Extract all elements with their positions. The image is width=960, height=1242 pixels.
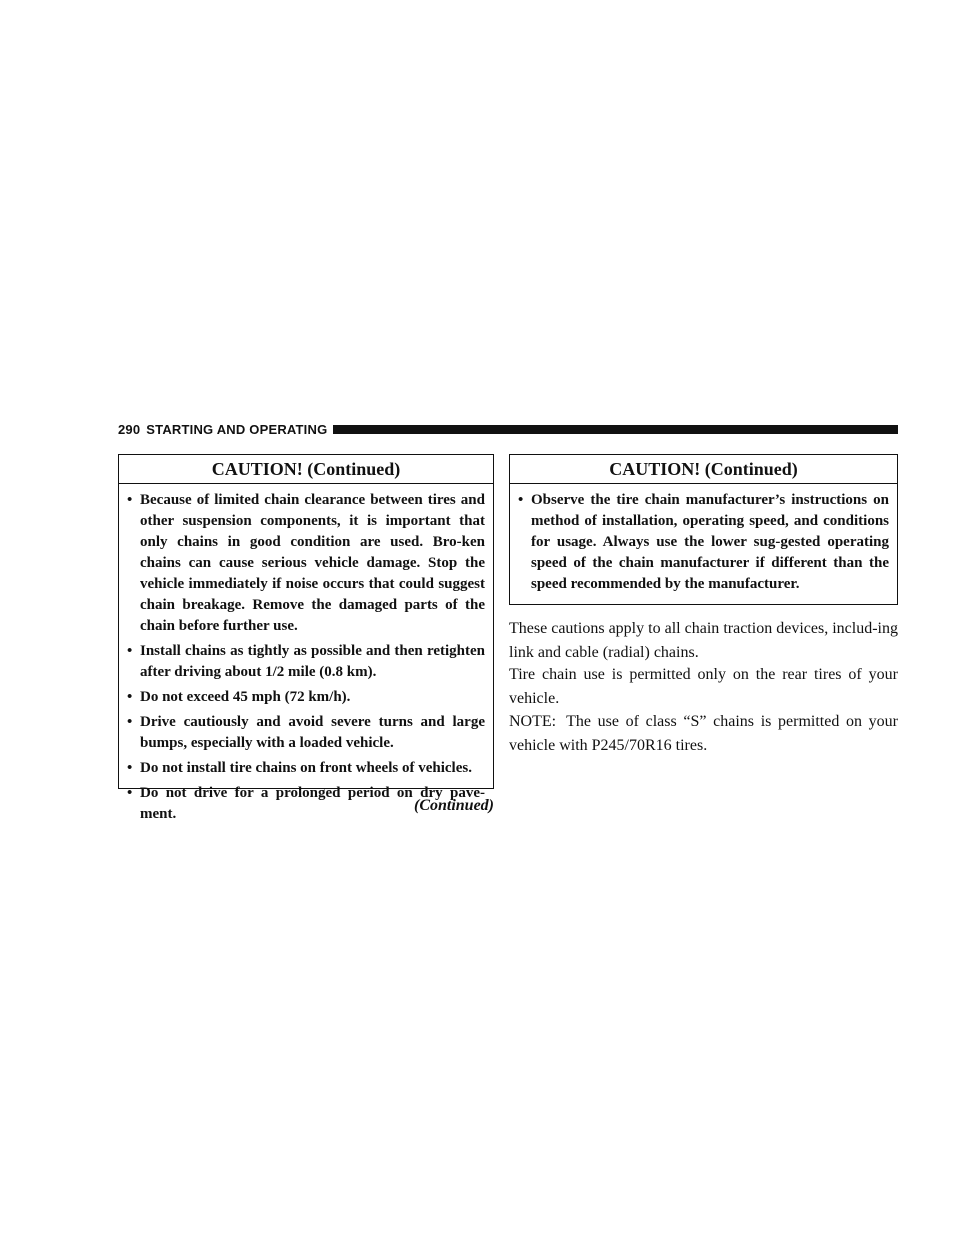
caution-item-text: Do not exceed 45 mph (72 km/h). bbox=[140, 689, 351, 705]
caution-item bbox=[518, 490, 889, 595]
caution-item bbox=[127, 490, 485, 637]
bullet-icon: • bbox=[127, 760, 133, 776]
caution-item bbox=[127, 758, 485, 779]
caution-item-text: Observe the tire chain manufacturer’s instructions on method of installation, operating speed, and conditions for usage. Always use the lower sug-gested operating speed of the chain manufacturer if different than the speed recommended by the manufacturer. bbox=[531, 492, 889, 592]
caution-item-text: Because of limited chain clearance between tires and other suspension components, it is important that only chains in good condition are used. Bro-ken chains can cause serious vehicle damage. Stop the vehicle immediately if noise occurs that could suggest chain breakage. Remove the damaged parts of the chain before further use. bbox=[140, 492, 485, 634]
caution-title: CAUTION! (Continued) bbox=[119, 455, 493, 484]
caution-list bbox=[119, 484, 493, 833]
note-label: NOTE: bbox=[509, 713, 557, 730]
continued-label: (Continued) bbox=[413, 797, 494, 814]
caution-item-text: Install chains as tightly as possible and then retighten after driving about 1/2 mile (0.8 km). bbox=[140, 643, 485, 680]
bullet-icon: • bbox=[127, 689, 133, 705]
caution-item-text: Drive cautiously and avoid severe turns and large bumps, especially with a loaded vehicle. bbox=[140, 714, 485, 751]
caution-item-text: Do not drive for a prolonged period on dry pave-ment. bbox=[140, 785, 485, 822]
caution-box-left bbox=[118, 454, 494, 822]
caution-item bbox=[127, 641, 485, 683]
page-header bbox=[118, 421, 898, 437]
caution-list bbox=[510, 484, 897, 603]
caution-box-right bbox=[509, 454, 898, 605]
header-rule bbox=[333, 425, 898, 434]
caution-title: CAUTION! (Continued) bbox=[510, 455, 897, 484]
bullet-icon: • bbox=[127, 492, 133, 508]
page-number: 290 bbox=[118, 421, 141, 437]
caution-item-text: Do not install tire chains on front wheels of vehicles. bbox=[140, 760, 472, 776]
caution-item bbox=[127, 712, 485, 754]
bullet-icon: • bbox=[127, 643, 133, 659]
bullet-icon: • bbox=[518, 492, 524, 508]
bullet-icon: • bbox=[127, 714, 133, 730]
paragraph-rear-tires: Tire chain use is permitted only on the rear tires of your vehicle. bbox=[509, 666, 898, 707]
caution-item bbox=[127, 687, 485, 708]
paragraph-chain-devices: These cautions apply to all chain traction devices, includ-ing link and cable (radial) chains. bbox=[509, 620, 898, 661]
note-text: The use of class “S” chains is permitted on your vehicle with P245/70R16 tires. bbox=[509, 713, 898, 754]
section-title: STARTING AND OPERATING bbox=[146, 421, 328, 437]
note-paragraph bbox=[509, 710, 898, 758]
bullet-icon: • bbox=[127, 785, 133, 801]
